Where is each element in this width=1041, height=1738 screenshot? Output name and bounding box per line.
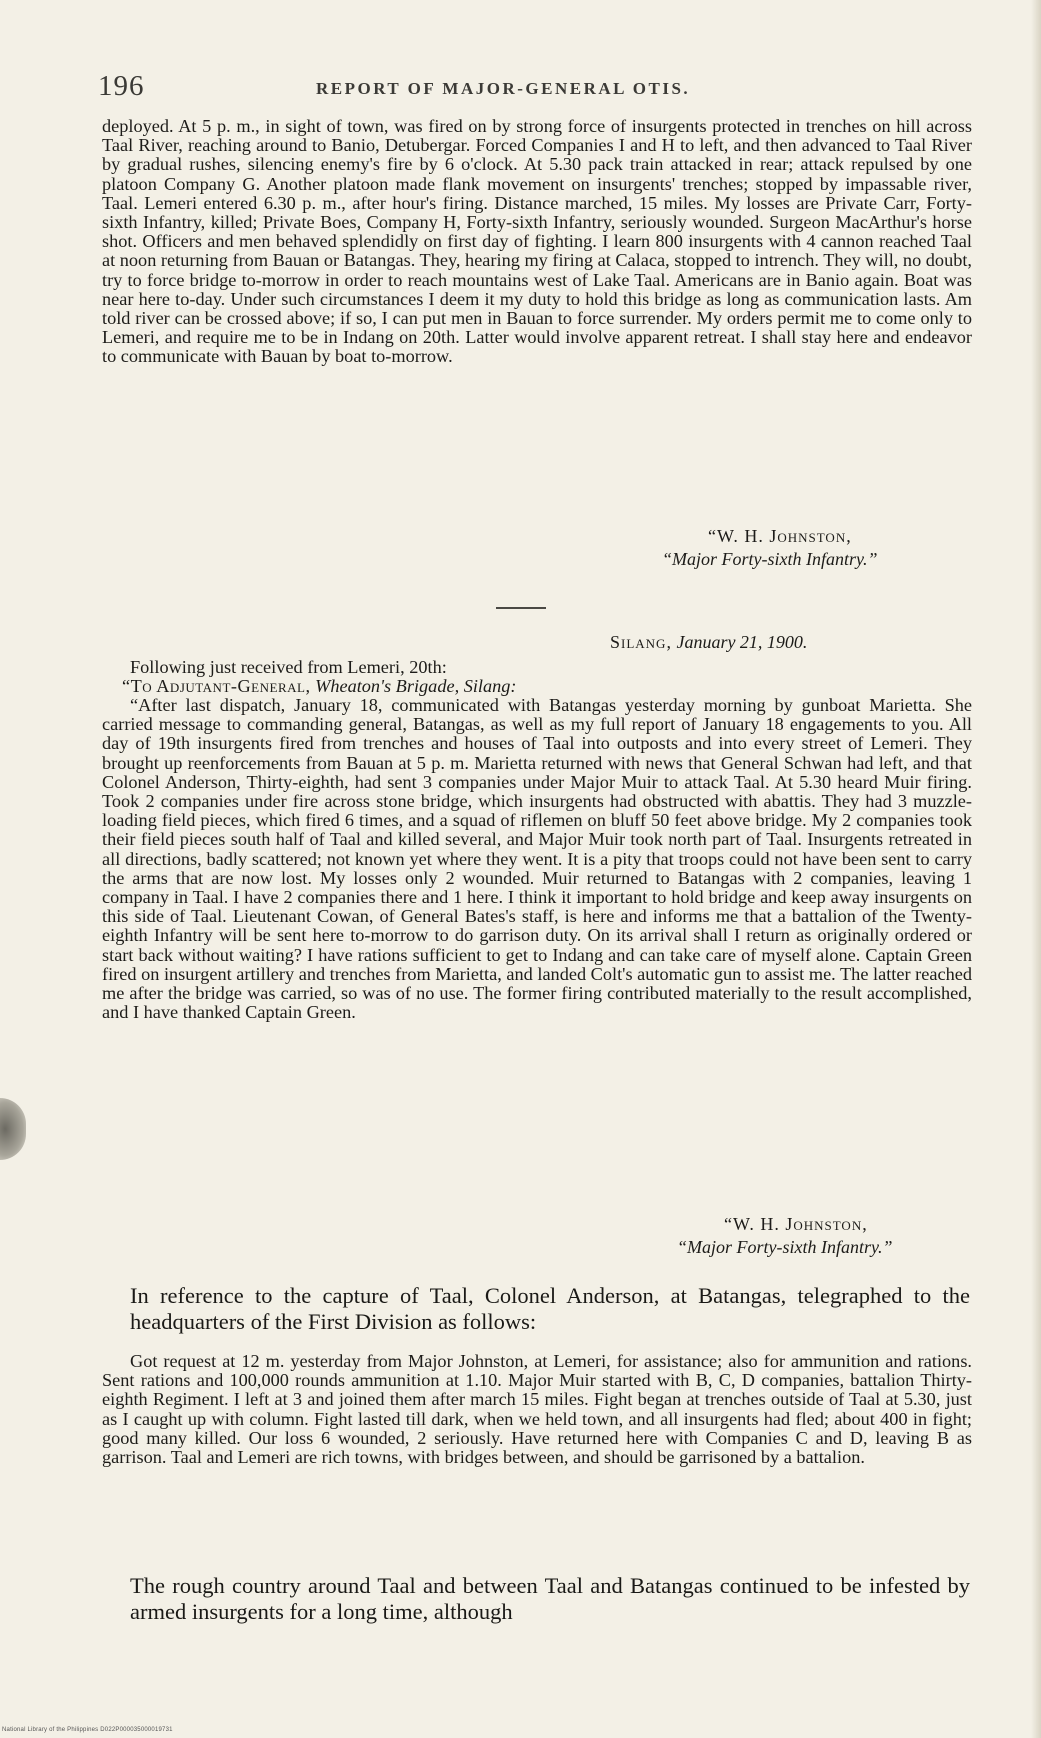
signature-name-2: “W. H. Johnston, <box>724 1214 868 1234</box>
signature-title-2: “Major Forty-sixth Infantry.” <box>677 1237 893 1257</box>
dispatch-addressee: “To Adjutant-General, Wheaton's Brigade, Silang: <box>122 676 517 696</box>
dateline-date: January 21, 1900. <box>676 632 808 652</box>
page-edge-shadow <box>1031 0 1041 1738</box>
scan-footer: National Library of the Philippines D022P000035000019731 <box>2 1727 173 1733</box>
signature-title-1: “Major Forty-sixth Infantry.” <box>662 549 878 569</box>
signature-name-1: “W. H. Johnston, <box>708 526 852 546</box>
dispatch-paragraph-2: “After last dispatch, January 18, communicated with Batangas yesterday morning by gunboat Marietta. She carried message to commanding general, Batangas, as well as my full report of January 18 engagements to you. All day of 19th insurgents fired from trenches and houses of Taal into outposts and into every street of Lemeri. They brought up reenforcements from Bauan at 5 p. m. Marietta returned with news that General Schwan had left, and that Colonel Anderson, Thirty-eighth, had sent 3 companies under Major Muir to attack Taal. At 5.30 heard Muir firing. Took 2 companies under fire across stone bridge, which insurgents had obstructed with abattis. They had 3 muzzle-loading field pieces, which fired 6 times, and a squad of riflemen on bluff 50 feet above bridge. My 2 companies took their field pieces south half of Taal and killed several, and Major Muir took north part of Taal. Insurgents retreated in all directions, badly scattered; not known yet where they went. It is a pity that troops could not have been sent to carry the arms that are now lost. My losses only 2 wounded. Muir returned to Batangas with 2 companies, leaving 1 company in Taal. I have 2 companies there and 1 here. I think it important to hold bridge and keep away insurgents on this side of Taal. Lieutenant Cowan, of General Bates's staff, is here and informs me that a battalion of the Twenty-eighth Infantry will be sent here to-morrow to do garrison duty. On its arrival shall I return as originally ordered or start back without waiting? I have rations sufficient to get to Indang and can take care of myself alone. Captain Green fired on insurgent artillery and trenches from Marietta, and landed Colt's automatic gun to assist me. The latter reached me after the bridge was carried, so was of no use. The former firing contributed materially to the result accomplished, and I have thanked Captain Green. <box>102 695 972 1023</box>
dispatch-intro: Following just received from Lemeri, 20th: <box>130 657 447 677</box>
thumb-smudge <box>0 1098 26 1160</box>
dateline <box>610 632 807 653</box>
running-head: REPORT OF MAJOR-GENERAL OTIS. <box>316 79 691 98</box>
dateline-place: Silang, <box>610 632 672 652</box>
section-divider <box>496 607 546 609</box>
narrative-paragraph-1: In reference to the capture of Taal, Colonel Anderson, at Batangas, telegraphed to the headquarters of the First Division as follows: <box>130 1283 970 1334</box>
narrative-paragraph-2: The rough country around Taal and between Taal and Batangas continued to be infested by armed insurgents for a long time, although <box>130 1573 970 1624</box>
page-number: 196 <box>98 70 145 102</box>
dispatch-paragraph-1: deployed. At 5 p. m., in sight of town, was fired on by strong force of insurgents protected in trenches on hill across Taal River, reaching around to Banio, Detubergar. Forced Companies I and H to left, and then advanced to Taal River by gradual rushes, silencing enemy's fire by 6 o'clock. At 5.30 pack train attacked in rear; attack repulsed by one platoon Company G. Another platoon made flank movement on insurgents' trenches; stopped by impassable river, Taal. Lemeri entered 6.30 p. m., after hour's firing. Distance marched, 15 miles. My losses are Private Carr, Forty-sixth Infantry, killed; Private Boes, Company H, Forty-sixth Infantry, seriously wounded. Surgeon MacArthur's horse shot. Officers and men behaved splendidly on first day of fighting. I learn 800 insurgents with 4 cannon reached Taal at noon returning from Bauan or Batangas. They, hearing my firing at Calaca, stopped to intrench. They will, no doubt, try to force bridge to-morrow in order to reach mountains west of Lake Taal. Americans are in Banio again. Boat was near here to-day. Under such circumstances I deem it my duty to hold this bridge as long as communication lasts. Am told river can be crossed above; if so, I can put men in Bauan to force surrender. My orders permit me to come only to Lemeri, and require me to be in Indang on 20th. Latter would involve apparent retreat. I shall stay here and endeavor to communicate with Bauan by boat to-morrow. <box>102 116 972 367</box>
telegram-paragraph: Got request at 12 m. yesterday from Major Johnston, at Lemeri, for assistance; also for ammunition and rations. Sent rations and 100,000 rounds ammunition at 1.10. Major Muir started with B, C, D companies, battalion Thirty-eighth Regiment. I left at 3 and joined them after march 15 miles. Fight began at trenches outside of Taal at 5.30, just as I caught up with column. Fight lasted till dark, when we held town, and all insurgents had fled; about 400 in fight; good many killed. Our loss 6 wounded, 2 seriously. Have returned here with Companies C and D, leaving B as garrison. Taal and Lemeri are rich towns, with bridges between, and should be garrisoned by a battalion. <box>102 1351 972 1468</box>
page-header <box>98 70 968 110</box>
